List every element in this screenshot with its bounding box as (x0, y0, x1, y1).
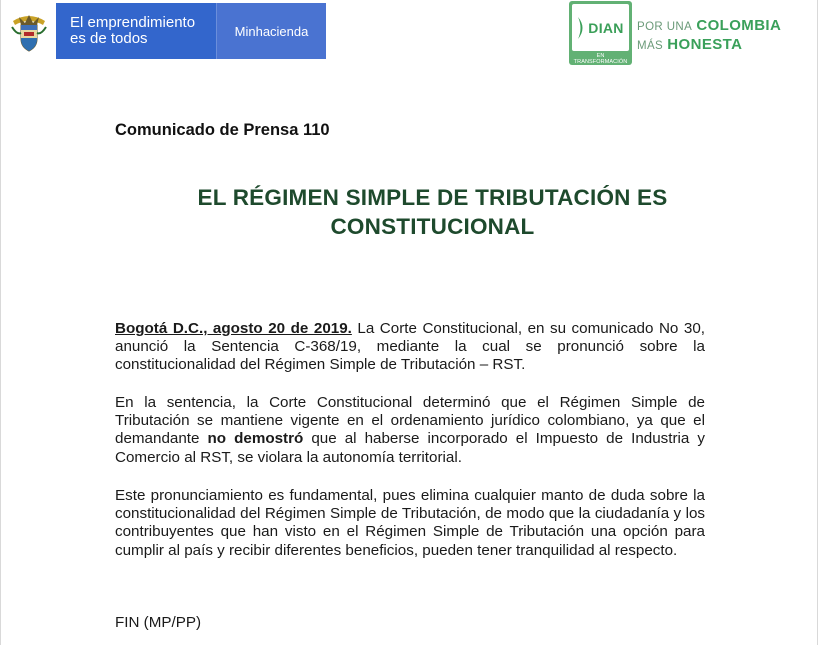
paragraph-2-after: que al haberse incorporado el Impuesto de Industria y Comercio al RST, se violara la autonomía territorial. (115, 430, 705, 466)
dian-swoosh-icon (577, 15, 587, 41)
slogan-prefix2: MÁS (637, 40, 664, 52)
dian-logo-icon (569, 1, 632, 65)
government-slogan (56, 3, 216, 59)
dateline: Bogotá D.C., agosto 20 de 2019. (115, 320, 352, 337)
slogan-word2: HONESTA (667, 36, 743, 53)
paragraph-1-text: La Corte Constitucional, en su comunicado No 30, anunció la Sentencia C-368/19, mediante la cual se pronunció sobre la constitucionalidad del Régimen Simple de Tributación – RST. (115, 320, 705, 374)
government-banner (1, 3, 326, 59)
slogan-prefix1: POR UNA (637, 21, 693, 33)
paragraph-1 (115, 320, 705, 375)
dian-slogan (637, 17, 781, 55)
headline (140, 183, 725, 241)
press-release-label: Comunicado de Prensa 110 (115, 121, 330, 139)
paragraph-3: Este pronunciamiento es fundamental, pues elimina cualquier manto de duda sobre la constitucionalidad del Régimen Simple de Tributación, de modo que la ciudadanía y los contribuyentes que han visto en el Régimen Simple de Tributación una opción para cumplir al país y recibir diferentes beneficios, pueden tener tranquilidad al respecto. (115, 487, 705, 559)
end-marker: FIN (MP/PP) (115, 614, 202, 631)
slogan-word1: COLOMBIA (696, 17, 782, 34)
gov-line1: El emprendimiento (70, 14, 196, 31)
headline-line2: CONSTITUCIONAL (330, 214, 535, 239)
ministry-label: Minhacienda (216, 3, 326, 59)
gov-line2: es de todos (70, 30, 148, 47)
dian-logo-subtitle: EN TRANSFORMACIÓN (573, 53, 628, 65)
paragraph-2-emphasis: no demostró (207, 430, 304, 448)
dian-logo-inner (572, 4, 629, 51)
colombia-coat-of-arms-icon (1, 3, 56, 59)
dian-logo-text: DIAN (588, 19, 624, 36)
paragraph-2 (115, 394, 705, 467)
headline-line1: EL RÉGIMEN SIMPLE DE TRIBUTACIÓN ES (197, 185, 668, 210)
paragraph-2-before: En la sentencia, la Corte Constitucional determinó que el Régimen Simple de Tributación se mantiene vigente en el ordenamiento jurídico colombiano, ya que el demandante (115, 394, 705, 448)
